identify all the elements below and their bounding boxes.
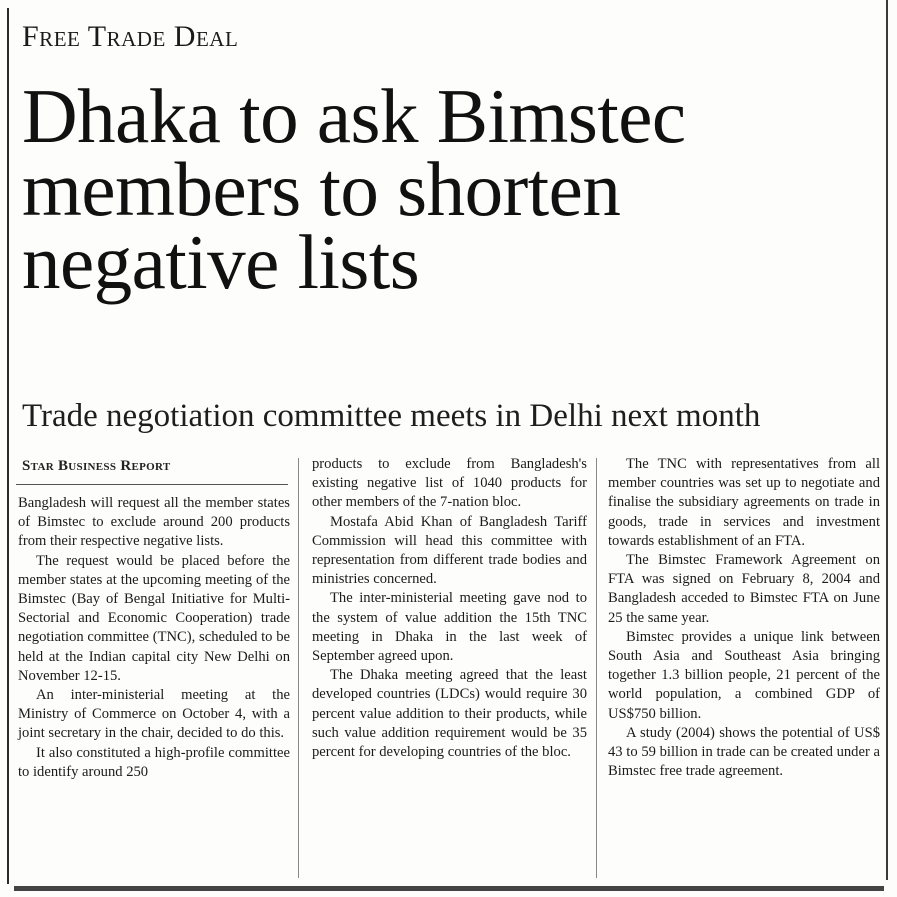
headline-line-1: Dhaka to ask Bimstec: [22, 73, 686, 159]
right-border-rule: [886, 0, 888, 880]
paragraph: It also constituted a high-profile committee to identify around 250: [18, 744, 290, 780]
paragraph: A study (2004) shows the potential of US$ 43 to 59 billion in trade can be created under a Bimstec free trade agreement.: [608, 724, 880, 780]
article-column-1: [18, 494, 290, 782]
headline-line-3: negative lists: [22, 219, 420, 305]
article-column-2: [312, 455, 587, 762]
column-divider: [298, 458, 299, 878]
paragraph: The TNC with representatives from all member countries was set up to negotiate and finalise the subsidiary agreements on trade in goods, trade in services and investment towards establishment of an FTA.: [608, 456, 880, 549]
headline-line-2: members to shorten: [22, 146, 621, 232]
headline: [22, 73, 882, 305]
paragraph: The Dhaka meeting agreed that the least developed countries (LDCs) would require 30 percent value addition to their products, while such value addition requirement would be 35 percent for developing countries of the bloc.: [312, 667, 587, 761]
paragraph: The Bimstec Framework Agreement on FTA was signed on February 8, 2004 and Bangladesh acceded to Bimstec FTA on June 25 the same year.: [608, 552, 880, 626]
paragraph: Mostafa Abid Khan of Bangladesh Tariff Commission will head this committee with representation from different trade bodies and ministries concerned.: [312, 513, 587, 588]
column-divider: [596, 458, 597, 878]
paragraph: Bangladesh will request all the member states of Bimstec to exclude around 200 products from their respective negative lists.: [18, 495, 290, 550]
paragraph: The inter-ministerial meeting gave nod to the system of value addition the 15th TNC meeting in Dhaka in the last week of September agreed upon.: [312, 590, 587, 665]
left-border-rule: [7, 8, 9, 884]
paragraph: An inter-ministerial meeting at the Ministry of Commerce on October 4, with a joint secretary in the chair, decided to do this.: [18, 687, 290, 742]
bottom-border-rule: [14, 886, 884, 891]
paragraph: The request would be placed before the member states at the upcoming meeting of the Bimstec (Bay of Bengal Initiative for Multi-Sectorial and Economic Cooperation) trade negotiation committee (TNC), scheduled to be held at the Indian capital city New Delhi on November 12-15.: [18, 552, 290, 684]
byline: Star Business Report: [22, 458, 171, 474]
section-kicker: Free Trade Deal: [22, 20, 239, 53]
paragraph: products to exclude from Bangladesh's existing negative list of 1040 products for other members of the 7-nation bloc.: [312, 456, 587, 511]
article-column-3: [608, 455, 880, 781]
subheadline: Trade negotiation committee meets in Delhi next month: [22, 398, 761, 434]
paragraph: Bimstec provides a unique link between South Asia and Southeast Asia bringing together 1.3 billion people, 21 percent of the world population, a combined GDP of US$750 billion.: [608, 628, 880, 722]
byline-divider: [16, 484, 288, 485]
